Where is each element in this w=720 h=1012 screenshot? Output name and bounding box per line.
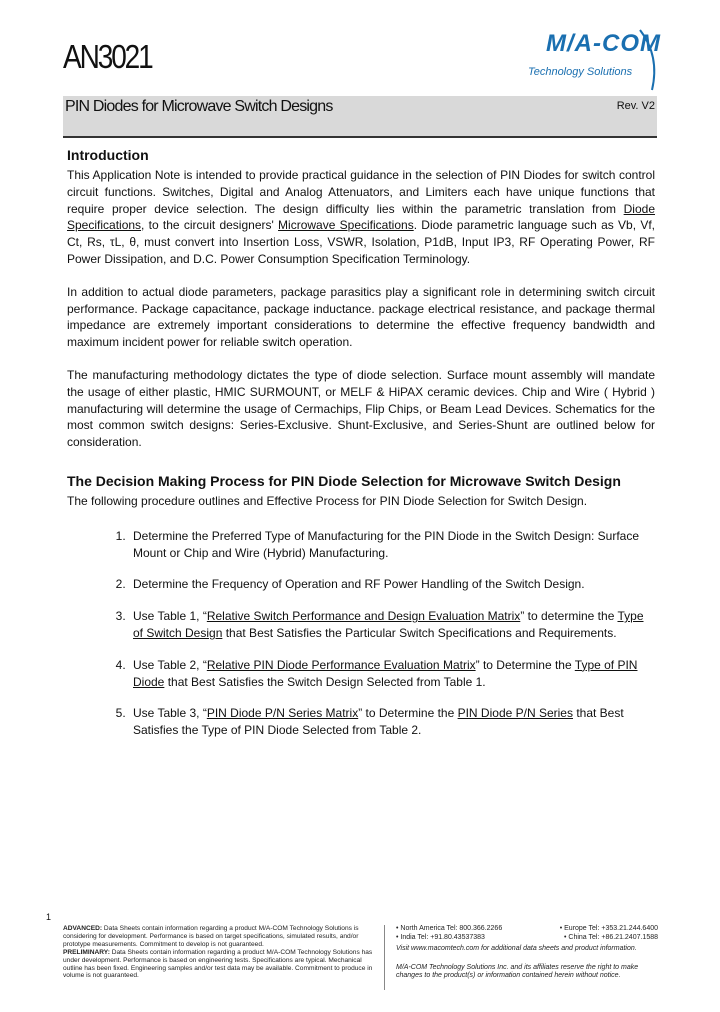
document-id: AN3021 [63, 38, 152, 75]
logo-subtitle: Technology Solutions [528, 66, 633, 78]
step-4: 4. Use Table 2, “Relative PIN Diode Performance Evaluation Matrix” to Determine the Type of PIN Diode that Best Satisfies the Switch Design Selected from Table 1. [129, 657, 655, 691]
footer-contacts [396, 925, 658, 981]
visit-text: Visit www.macomtech.com for additional data sheets and product information. [396, 945, 637, 952]
decision-heading: The Decision Making Process for PIN Diode Selection for Microwave Switch Design [67, 472, 621, 489]
intro-paragraph-2: In addition to actual diode parameters, package parasitics play a significant role in determining switch circuit performance. Package capacitance, package inductance. package electrical resistance, and package thermal impedance are extremely important considerations to determine the effective frequency bandwidth and maximum incident power for reliable switch operation. [67, 284, 655, 350]
contact-india: • India Tel: +91.80.43537383 [396, 933, 485, 941]
step-5: 5. Use Table 3, “PIN Diode P/N Series Matrix” to Determine the PIN Diode P/N Series that Best Satisfies the Type of PIN Diode Selected from Table 2. [129, 705, 655, 739]
company-logo [524, 26, 664, 96]
disclaimer-text: M/A-COM Technology Solutions Inc. and its affiliates reserve the right to make changes to the product(s) or information contained herein without notice. [396, 963, 639, 979]
step-3: 3. Use Table 1, “Relative Switch Performance and Design Evaluation Matrix” to determine the Type of Switch Design that Best Satisfies the Particular Switch Specifications and Requirements. [129, 608, 655, 642]
title-band [63, 96, 657, 138]
decision-lead: The following procedure outlines and Effective Process for PIN Diode Selection for Switch Design. [67, 493, 588, 508]
logo-brand: M/A-COM [546, 30, 661, 57]
preliminary-note: PRELIMINARY: Data Sheets contain information regarding a product M/A-COM Technology Solutions has under development. Performance is based on engineering tests. Specifications are typical. Mechanical outline has been fixed. Engineering samples and/or test data may be available. Commitment to produce in volume is not guaranteed. [63, 948, 373, 980]
procedure-list [67, 528, 655, 739]
step-1: 1. Determine the Preferred Type of Manufacturing for the PIN Diode in the Switch Design: Surface Mount or Chip and Wire (Hybrid) Manufacturing. [129, 528, 655, 562]
footer-notes [63, 925, 377, 980]
footer-divider [384, 925, 385, 990]
intro-paragraph-1: This Application Note is intended to provide practical guidance in the selection of PIN Diodes for switch control circuit functions. Switches, Digital and Analog Attenuators, and Limiters each have unique functions that require proper device selection. The design difficulty lies within the parametric translation from Diode Specifications, to the circuit designers' Microwave Specifications. Diode parametric language such as Vb, Vf, Ct, Rs, τL, θ, must convert into Insertion Loss, VSWR, Isolation, P1dB, Input IP3, RF Operating Power, RF Power Dissipation, and D.C. Power Consumption Specification Terminology. [67, 168, 656, 266]
page-title: PIN Diodes for Microwave Switch Designs [65, 98, 333, 115]
page-number: 1 [46, 912, 52, 922]
intro-paragraph-3: The manufacturing methodology dictates the type of diode selection. Surface mount assembly will mandate the usage of either plastic, HMIC SURMOUNT, or MELF & HiPAX ceramic devices. Chip and Wire ( Hybrid ) manufacturing will determine the usage of Cermachips, Flip Chips, or Beam Lead Devices. Schematics for the most common switch designs: Series-Exclusive. Shunt-Exclusive, and Series-Shunt are outlined below for consideration. [67, 367, 655, 450]
main-content [67, 147, 655, 754]
microwave-specs-link: Microwave Specifications [278, 218, 414, 233]
contact-china: • China Tel: +86.21.2407.1588 [564, 933, 658, 941]
step-2: 2. Determine the Frequency of Operation and RF Power Handling of the Switch Design. [129, 576, 655, 593]
revision-label: Rev. V2 [616, 100, 655, 112]
contact-na: • North America Tel: 800.366.2266 [396, 925, 503, 932]
contact-europe: • Europe Tel: +353.21.244.6400 [559, 925, 658, 932]
intro-heading: Introduction [67, 147, 149, 163]
advanced-note: ADVANCED: Data Sheets contain information regarding a product M/A-COM Technology Solutions is considering for development. Performance is based on target specifications, simulated results, and/or prototype measurements. Commitment to develop is not guaranteed. [63, 925, 359, 948]
diode-specs-link: Diode Specifications [67, 201, 655, 233]
